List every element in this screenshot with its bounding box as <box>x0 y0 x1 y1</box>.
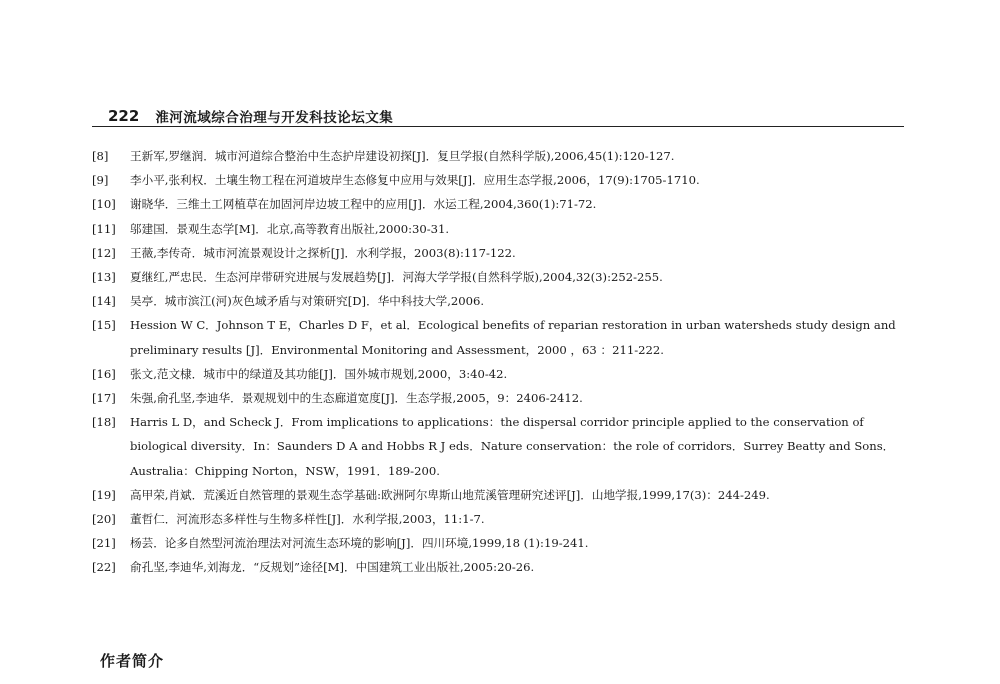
reference-text: Hession W C．Johnson T E，Charles D F，et al．Ecological benefits of reparian restoration in urban watersheds study design and preliminary results [J]．Environmental Monitoring and Assessment，2000 ，63 ：211-222. <box>130 318 896 357</box>
reference-number: [20] <box>92 512 116 527</box>
reference-number: [16] <box>92 366 116 381</box>
reference-number: [10] <box>92 197 116 212</box>
reference-item <box>92 192 912 216</box>
reference-item <box>92 531 912 555</box>
running-header <box>108 106 908 126</box>
reference-text: 朱强,俞孔坚,李迪华．景观规划中的生态廊道宽度[J]．生态学报,2005，9：2406-2412. <box>130 391 583 406</box>
reference-list <box>92 144 912 580</box>
reference-item <box>92 217 912 241</box>
reference-text: 王新军,罗继润．城市河道综合整治中生态护岸建设初探[J]．复旦学报(自然科学版),2006,45(1):120-127. <box>130 149 675 163</box>
reference-text: Harris L D，and Scheck J．From implications to applications：the dispersal corridor principle applied to the conservation of biological diversity．In：Saunders D A and Hobbs R J eds．Nature conservation：the role of corridors．Surrey Beatty and Sons．Australia：Chipping Norton，NSW，1991．189-200. <box>130 415 895 478</box>
reference-item <box>92 507 912 531</box>
reference-number: [21] <box>92 536 116 551</box>
reference-text: 高甲荣,肖斌．荒溪近自然管理的景观生态学基础:欧洲阿尔卑斯山地荒溪管理研究述评[J]．山地学报,1999,17(3)：244-249. <box>130 487 770 502</box>
reference-text: 王薇,李传奇．城市河流景观设计之探析[J]．水利学报，2003(8):117-122. <box>130 245 516 260</box>
reference-number: [8] <box>92 149 109 163</box>
reference-number: [15] <box>92 318 116 333</box>
reference-number: [18] <box>92 415 116 430</box>
reference-item <box>92 265 912 289</box>
reference-number: [12] <box>92 245 116 260</box>
reference-text: 杨芸．论多自然型河流治理法对河流生态环境的影响[J]．四川环境,1999,18 (1):19-241. <box>130 536 589 551</box>
reference-item <box>92 483 912 507</box>
reference-text: 董哲仁．河流形态多样性与生物多样性[J]．水利学报,2003，11:1-7. <box>130 512 485 527</box>
reference-number: [22] <box>92 560 116 575</box>
reference-text: 谢晓华．三维土工网植草在加固河岸边坡工程中的应用[J]．水运工程,2004,360(1):71-72. <box>130 197 597 212</box>
reference-number: [19] <box>92 487 116 502</box>
reference-item <box>92 555 912 579</box>
reference-item <box>92 144 912 168</box>
reference-text: 夏继红,严忠民．生态河岸带研究进展与发展趋势[J]．河海大学学报(自然科学版),2004,32(3):252-255. <box>130 270 663 285</box>
reference-text: 李小平,张利权．土壤生物工程在河道坡岸生态修复中应用与效果[J]．应用生态学报,2006，17(9):1705-1710. <box>130 173 700 188</box>
reference-text: 俞孔坚,李迪华,刘海龙．“反规划”途径[M]．中国建筑工业出版社,2005:20-26. <box>130 560 535 575</box>
reference-item <box>92 410 912 483</box>
reference-number: [14] <box>92 294 116 309</box>
reference-number: [9] <box>92 173 109 188</box>
reference-number: [13] <box>92 270 116 285</box>
reference-text: 吴亭．城市滨江(河)灰色域矛盾与对策研究[D]．华中科技大学,2006. <box>130 294 485 309</box>
reference-item <box>92 289 912 313</box>
section-heading: 作者简介 <box>100 652 165 670</box>
running-title: 淮河流域综合治理与开发科技论坛文集 <box>155 110 394 126</box>
reference-text: 邬建国．景观生态学[M]．北京,高等教育出版社,2000:30-31. <box>130 221 450 236</box>
reference-item <box>92 362 912 386</box>
reference-text: 张文,范文棣．城市中的绿道及其功能[J]．国外城市规划,2000，3:40-42. <box>130 366 508 381</box>
page-number: 222 <box>108 107 140 125</box>
reference-number: [17] <box>92 391 116 406</box>
reference-number: [11] <box>92 221 116 236</box>
reference-item <box>92 241 912 265</box>
header-rule <box>92 126 904 127</box>
reference-item <box>92 313 912 361</box>
reference-item <box>92 168 912 192</box>
reference-item <box>92 386 912 410</box>
